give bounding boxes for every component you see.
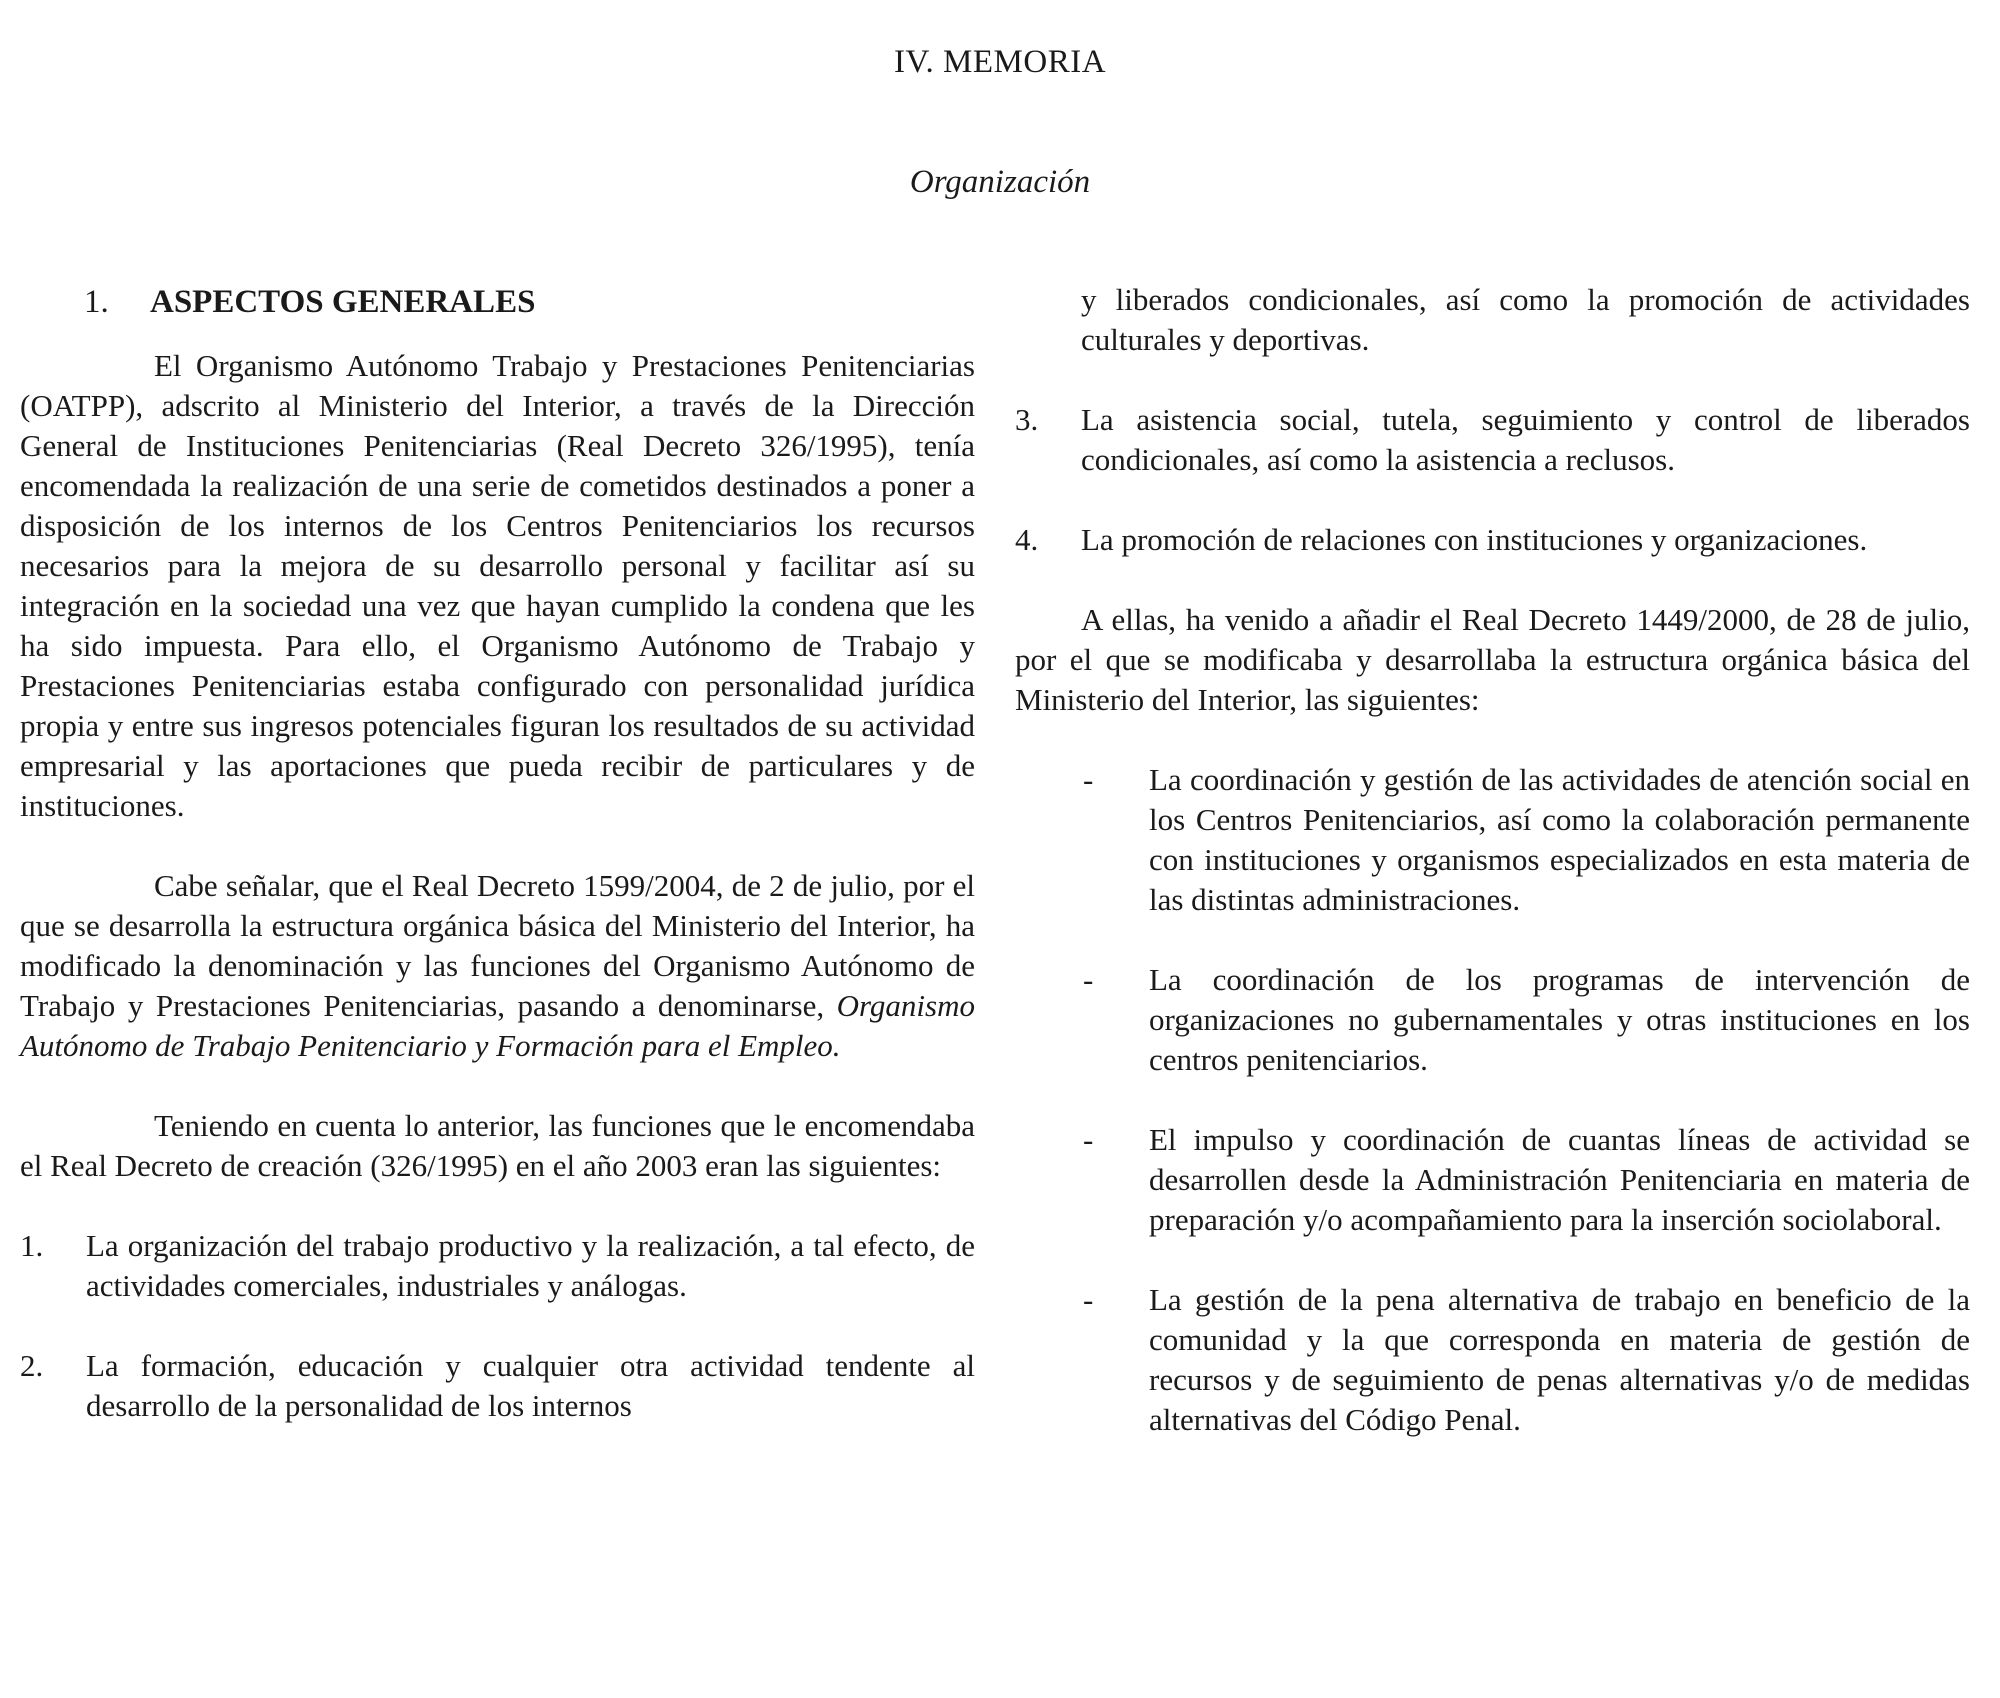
organism-new-name: Organismo Autónomo de Trabajo Penitenciario y Formación para el Empleo. bbox=[20, 988, 975, 1063]
bullet-text: La gestión de la pena alternativa de trabajo en beneficio de la comunidad y la que corresponda en materia de gestión de recursos y de seguimiento de penas alternativas y/o de medidas alternativas del Código Penal. bbox=[1149, 1282, 1970, 1437]
left-column bbox=[20, 280, 975, 1426]
list-item bbox=[1015, 400, 1970, 480]
heading-text: ASPECTOS GENERALES bbox=[150, 284, 536, 320]
bullet-mark: - bbox=[1083, 762, 1094, 797]
list-item-text: La promoción de relaciones con instituciones y organizaciones. bbox=[1081, 522, 1868, 557]
bullet-text: El impulso y coordinación de cuantas líneas de actividad se desarrollen desde la Administración Penitenciaria en materia de preparación y/o acompañamiento para la inserción sociolaboral. bbox=[1149, 1122, 1970, 1237]
bullet-mark: - bbox=[1083, 1282, 1094, 1317]
list-item-number: 1. bbox=[20, 1228, 44, 1263]
bullet-item bbox=[1015, 760, 1970, 920]
bullet-item bbox=[1015, 1280, 1970, 1440]
bullet-item bbox=[1015, 960, 1970, 1080]
list-item bbox=[20, 1346, 975, 1426]
list-item-number: 2. bbox=[20, 1348, 44, 1383]
list-item-text: La asistencia social, tutela, seguimiento y control de liberados condicionales, así como la asistencia a reclusos. bbox=[1081, 402, 1970, 477]
page-title: IV. MEMORIA bbox=[893, 44, 1107, 80]
list-item-continuation: y liberados condicionales, así como la promoción de actividades culturales y deportivas. bbox=[1081, 282, 1970, 357]
list-item-number: 4. bbox=[1015, 522, 1039, 557]
bullet-mark: - bbox=[1083, 962, 1094, 997]
paragraph-real-decreto-1599 bbox=[20, 866, 975, 1066]
paragraph-real-decreto-1449: A ellas, ha venido a añadir el Real Decreto 1449/2000, de 28 de julio, por el que se modificaba y desarrollaba la estructura orgánica básica del Ministerio del Interior, las siguientes: bbox=[1015, 602, 1970, 717]
bullet-text: La coordinación y gestión de las actividades de atención social en los Centros Penitenciarios, así como la colaboración permanente con instituciones y organismos especializados en esta materia de las distintas administraciones. bbox=[1149, 762, 1970, 917]
list-item-text: La organización del trabajo productivo y la realización, a tal efecto, de actividades comerciales, industriales y análogas. bbox=[86, 1228, 975, 1303]
section-title: Organización bbox=[909, 164, 1091, 200]
list-item bbox=[1015, 520, 1970, 560]
paragraph-oatpp: El Organismo Autónomo Trabajo y Prestaciones Penitenciarias (OATPP), adscrito al Ministerio del Interior, a través de la Dirección General de Instituciones Penitenciarias (Real Decreto 326/1995), tenía encomendada la realización de una serie de cometidos destinados a poner a disposición de los internos de los Centros Penitenciarios los recursos necesarios para la mejora de su desarrollo personal y facilitar así su integración en la sociedad una vez que hayan cumplido la condena que les ha sido impuesta. Para ello, el Organismo Autónomo de Trabajo y Prestaciones Penitenciarias estaba configurado con personalidad jurídica propia y entre sus ingresos potenciales figuran los resultados de su actividad empresarial y las aportaciones que pueda recibir de particulares y de instituciones. bbox=[20, 348, 975, 823]
bullet-item bbox=[1015, 1120, 1970, 1240]
bullet-mark: - bbox=[1083, 1122, 1094, 1157]
bullet-text: La coordinación de los programas de intervención de organizaciones no gubernamentales y otras instituciones en los centros penitenciarios. bbox=[1149, 962, 1970, 1077]
right-column bbox=[1015, 280, 1970, 1440]
list-item-number: 3. bbox=[1015, 402, 1039, 437]
section-heading bbox=[20, 280, 975, 324]
list-item bbox=[20, 1226, 975, 1306]
heading-number: 1. bbox=[84, 284, 109, 320]
paragraph-funciones: Teniendo en cuenta lo anterior, las funciones que le encomendaba el Real Decreto de creación (326/1995) en el año 2003 eran las siguientes: bbox=[20, 1108, 975, 1183]
paragraph-real-decreto-1599-text: Cabe señalar, que el Real Decreto 1599/2004, de 2 de julio, por el que se desarrolla la estructura orgánica básica del Ministerio del Interior, ha modificado la denominación y las funciones del Organismo Autónomo de Trabajo y Prestaciones Penitenciarias, pasando a denominarse, bbox=[20, 868, 975, 1023]
list-item-text: La formación, educación y cualquier otra actividad tendente al desarrollo de la personalidad de los internos bbox=[86, 1348, 975, 1423]
